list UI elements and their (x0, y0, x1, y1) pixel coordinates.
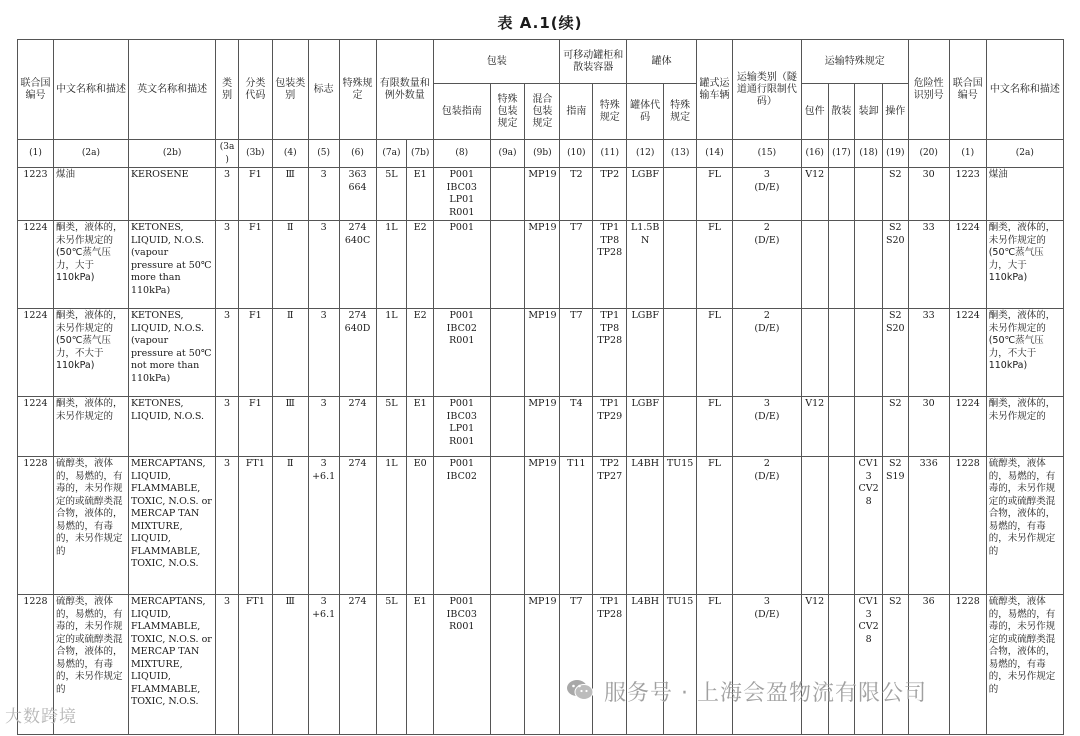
cell-tank-instruction: T4 (560, 397, 593, 457)
cell-chinese-name: 硫醇类，液体的，易燃的，有毒的，未另作规定的或硫醇类混合物，液体的，易燃的，有毒的，未另作规定的 (53, 457, 128, 595)
cell-tank-instruction: T2 (560, 168, 593, 221)
cell-chinese-name: 酮类，液体的，未另作规定的(50℃蒸气压力，不大于110kPa) (53, 309, 128, 397)
cell-classification-code: FT1 (238, 595, 272, 735)
column-number: (15) (733, 140, 802, 168)
cell-classification-code: F1 (238, 168, 272, 221)
header-classification-code: 分类代码 (238, 40, 272, 140)
cell-chinese-name: 煤油 (53, 168, 128, 221)
cell-transport-category: 3 (D/E) (733, 397, 802, 457)
column-number: (18) (855, 140, 883, 168)
cell-transport-category: 2 (D/E) (733, 221, 802, 309)
cell-bulk (828, 168, 855, 221)
cell-english-name: MERCAPTANS, LIQUID, FLAMMABLE, TOXIC, N.O.S. or MERCAP TAN MIXTURE, LIQUID, FLAMMABLE, TOXIC, N.O.S. (128, 457, 215, 595)
header-packages: 包件 (801, 84, 828, 140)
header-tank-special: 特殊规定 (593, 84, 627, 140)
cell-un-number-right: 1224 (949, 221, 986, 309)
cell-transport-category: 3 (D/E) (733, 595, 802, 735)
cell-un-number-right: 1223 (949, 168, 986, 221)
header-hazard-id: 危险性识别号 (908, 40, 949, 140)
cell-operation: S2 S20 (882, 309, 908, 397)
header-transport-category: 运输类别（隧道通行限制代码） (733, 40, 802, 140)
header-packaging: 包装 (434, 40, 560, 84)
cell-tank-special: TP2 TP27 (593, 457, 627, 595)
cell-tank-instruction: T11 (560, 457, 593, 595)
cell-tank-special: TP1 TP29 (593, 397, 627, 457)
cell-tank-instruction: T7 (560, 221, 593, 309)
cell-hazard-id: 36 (908, 595, 949, 735)
column-number-row (18, 140, 1064, 168)
cell-special-packing (490, 457, 525, 595)
cell-class: 3 (216, 457, 239, 595)
header-tank-code: 罐体代码 (627, 84, 664, 140)
cell-hazard-id: 30 (908, 168, 949, 221)
header-portable-tanks: 可移动罐柜和散装容器 (560, 40, 627, 84)
cell-tank-code: LGBF (627, 168, 664, 221)
cell-tank-instruction: T7 (560, 309, 593, 397)
cell-labels: 3 (308, 221, 339, 309)
column-number: (19) (882, 140, 908, 168)
cell-tank-code: LGBF (627, 397, 664, 457)
cell-packing-group: Ⅱ (272, 221, 308, 309)
cell-un-number-right: 1224 (949, 397, 986, 457)
watermark-text: 服务号 · 上海会盈物流有限公司 (604, 681, 927, 706)
cell-limited-quantity: 5L (376, 168, 407, 221)
cell-loading: CV13 CV28 (855, 595, 883, 735)
cell-excepted-quantity: E2 (407, 309, 434, 397)
header-tanks: 罐体 (627, 40, 697, 84)
column-number: (5) (308, 140, 339, 168)
column-number: (10) (560, 140, 593, 168)
cell-un-number: 1223 (18, 168, 54, 221)
table-row (18, 457, 1064, 595)
header-loading: 装卸 (855, 84, 883, 140)
column-number: (7a) (376, 140, 407, 168)
cell-chinese-name: 酮类，液体的，未另作规定的(50℃蒸气压力，大于110kPa) (53, 221, 128, 309)
column-number: (9a) (490, 140, 525, 168)
cell-labels: 3 +6.1 (308, 457, 339, 595)
header-tank-vehicle: 罐式运输车辆 (697, 40, 733, 140)
header-packing-group: 包装类别 (272, 40, 308, 140)
cell-operation: S2 S20 (882, 221, 908, 309)
cell-limited-quantity: 1L (376, 221, 407, 309)
cell-classification-code: F1 (238, 309, 272, 397)
cell-packing-group: Ⅲ (272, 397, 308, 457)
column-number: (11) (593, 140, 627, 168)
cell-tank-code: LGBF (627, 309, 664, 397)
cell-packages (801, 221, 828, 309)
cell-bulk (828, 221, 855, 309)
cell-packing-instructions: P001 IBC02 R001 (434, 309, 491, 397)
cell-tank-code: L4BH (627, 595, 664, 735)
cell-tank-special-provision: TU15 (664, 595, 697, 735)
cell-class: 3 (216, 168, 239, 221)
cell-transport-category: 2 (D/E) (733, 457, 802, 595)
cell-tank-special-provision (664, 397, 697, 457)
cell-classification-code: F1 (238, 221, 272, 309)
cell-special-provisions: 363 664 (339, 168, 376, 221)
cell-operation: S2 (882, 397, 908, 457)
column-number: (2b) (128, 140, 215, 168)
cell-excepted-quantity: E1 (407, 595, 434, 735)
cell-english-name: KEROSENE (128, 168, 215, 221)
cell-chinese-name-right: 酮类，液体的，未另作规定的(50℃蒸气压力，不大于110kPa) (986, 309, 1063, 397)
header-english-name: 英文名称和描述 (128, 40, 215, 140)
cell-special-provisions: 274 (339, 397, 376, 457)
cell-operation: S2 S19 (882, 457, 908, 595)
column-number: (20) (908, 140, 949, 168)
cell-un-number: 1224 (18, 221, 54, 309)
column-number: (6) (339, 140, 376, 168)
cell-tank-special-provision (664, 309, 697, 397)
column-number: (3b) (238, 140, 272, 168)
cell-class: 3 (216, 397, 239, 457)
cell-un-number-right: 1224 (949, 309, 986, 397)
column-number: (3a) (216, 140, 239, 168)
cell-tank-vehicle: FL (697, 457, 733, 595)
cell-bulk (828, 595, 855, 735)
cell-mixed-packing: MP19 (525, 221, 560, 309)
cell-chinese-name: 硫醇类，液体的，易燃的，有毒的，未另作规定的或硫醇类混合物，液体的，易燃的，有毒的，未另作规定的 (53, 595, 128, 735)
column-number: (9b) (525, 140, 560, 168)
column-number: (16) (801, 140, 828, 168)
cell-excepted-quantity: E2 (407, 221, 434, 309)
cell-tank-vehicle: FL (697, 595, 733, 735)
cell-packing-group: Ⅱ (272, 309, 308, 397)
cell-tank-vehicle: FL (697, 309, 733, 397)
cell-loading: CV13 CV28 (855, 457, 883, 595)
cell-packing-instructions: P001 IBC03 R001 (434, 595, 491, 735)
cell-packing-group: Ⅲ (272, 168, 308, 221)
header-un-number-right: 联合国编号 (949, 40, 986, 140)
cell-chinese-name-right: 酮类，液体的，未另作规定的(50℃蒸气压力，大于110kPa) (986, 221, 1063, 309)
cell-tank-code: L1.5BN (627, 221, 664, 309)
cell-labels: 3 +6.1 (308, 595, 339, 735)
header-bulk: 散装 (828, 84, 855, 140)
cell-packing-instructions: P001 IBC02 (434, 457, 491, 595)
cell-mixed-packing: MP19 (525, 168, 560, 221)
column-number: (2a) (53, 140, 128, 168)
cell-packages: V12 (801, 595, 828, 735)
cell-special-packing (490, 168, 525, 221)
table-row (18, 595, 1064, 735)
header-special-provisions: 特殊规定 (339, 40, 376, 140)
cell-tank-vehicle: FL (697, 397, 733, 457)
cell-hazard-id: 33 (908, 221, 949, 309)
cell-un-number: 1224 (18, 309, 54, 397)
cell-hazard-id: 30 (908, 397, 949, 457)
cell-limited-quantity: 5L (376, 397, 407, 457)
cell-packing-instructions: P001 IBC03 LP01 R001 (434, 168, 491, 221)
header-special-packing: 特殊包装规定 (490, 84, 525, 140)
cell-classification-code: FT1 (238, 457, 272, 595)
table-row (18, 221, 1064, 309)
cell-packing-group: Ⅱ (272, 457, 308, 595)
cell-tank-vehicle: FL (697, 168, 733, 221)
cell-packages: V12 (801, 168, 828, 221)
cell-excepted-quantity: E0 (407, 457, 434, 595)
cell-un-number: 1224 (18, 397, 54, 457)
cell-chinese-name: 酮类，液体的，未另作规定的 (53, 397, 128, 457)
cell-tank-vehicle: FL (697, 221, 733, 309)
header-chinese-name-right: 中文名称和描述 (986, 40, 1063, 140)
column-number: (7b) (407, 140, 434, 168)
column-number: (8) (434, 140, 491, 168)
cell-packing-instructions: P001 (434, 221, 491, 309)
cell-english-name: MERCAPTANS, LIQUID, FLAMMABLE, TOXIC, N.O.S. or MERCAP TAN MIXTURE, LIQUID, FLAMMABLE, TOXIC, N.O.S. (128, 595, 215, 735)
cell-transport-category: 3 (D/E) (733, 168, 802, 221)
cell-special-provisions: 274 640D (339, 309, 376, 397)
cell-un-number-right: 1228 (949, 595, 986, 735)
cell-labels: 3 (308, 309, 339, 397)
cell-chinese-name-right: 酮类，液体的，未另作规定的 (986, 397, 1063, 457)
header-operation: 操作 (882, 84, 908, 140)
column-number: (1) (949, 140, 986, 168)
cell-special-provisions: 274 (339, 457, 376, 595)
cell-excepted-quantity: E1 (407, 168, 434, 221)
cell-special-provisions: 274 640C (339, 221, 376, 309)
cell-tank-code: L4BH (627, 457, 664, 595)
header-un-number: 联合国编号 (18, 40, 54, 140)
cell-chinese-name-right: 煤油 (986, 168, 1063, 221)
header-tank-special-provisions: 特殊规定 (664, 84, 697, 140)
cell-tank-special-provision: TU15 (664, 457, 697, 595)
cell-packing-group: Ⅲ (272, 595, 308, 735)
cell-limited-quantity: 1L (376, 457, 407, 595)
cell-tank-special: TP1 TP8 TP28 (593, 309, 627, 397)
cell-mixed-packing: MP19 (525, 457, 560, 595)
header-chinese-name: 中文名称和描述 (53, 40, 128, 140)
wechat-icon (566, 679, 594, 701)
cell-loading (855, 309, 883, 397)
header-special-transport: 运输特殊规定 (801, 40, 908, 84)
cell-mixed-packing: MP19 (525, 397, 560, 457)
header-class: 类别 (216, 40, 239, 140)
cell-special-packing (490, 309, 525, 397)
table-row (18, 397, 1064, 457)
cell-hazard-id: 336 (908, 457, 949, 595)
dangerous-goods-table (17, 39, 1064, 735)
cell-limited-quantity: 1L (376, 309, 407, 397)
header-labels: 标志 (308, 40, 339, 140)
cell-hazard-id: 33 (908, 309, 949, 397)
cell-loading (855, 168, 883, 221)
cell-un-number: 1228 (18, 457, 54, 595)
column-number: (13) (664, 140, 697, 168)
cell-class: 3 (216, 309, 239, 397)
header-limited-quantities: 有限数量和例外数量 (376, 40, 434, 140)
cell-loading (855, 221, 883, 309)
cell-operation: S2 (882, 168, 908, 221)
header-mixed-packing: 混合包装规定 (525, 84, 560, 140)
cell-loading (855, 397, 883, 457)
cell-tank-special: TP1 TP28 (593, 595, 627, 735)
cell-english-name: KETONES, LIQUID, N.O.S. (128, 397, 215, 457)
cell-operation: S2 (882, 595, 908, 735)
cell-special-packing (490, 397, 525, 457)
cell-tank-special-provision (664, 168, 697, 221)
cell-packing-instructions: P001 IBC03 LP01 R001 (434, 397, 491, 457)
cell-english-name: KETONES, LIQUID, N.O.S. (vapour pressure at 50℃ more than 110kPa) (128, 221, 215, 309)
cell-class: 3 (216, 221, 239, 309)
cell-labels: 3 (308, 168, 339, 221)
cell-bulk (828, 397, 855, 457)
cell-special-provisions: 274 (339, 595, 376, 735)
cell-packages (801, 309, 828, 397)
cell-bulk (828, 457, 855, 595)
table-row (18, 309, 1064, 397)
cell-tank-special: TP1 TP8 TP28 (593, 221, 627, 309)
cell-english-name: KETONES, LIQUID, N.O.S. (vapour pressure at 50℃ not more than 110kPa) (128, 309, 215, 397)
cell-mixed-packing: MP19 (525, 595, 560, 735)
header-tank-instructions: 指南 (560, 84, 593, 140)
cell-special-packing (490, 221, 525, 309)
cell-tank-special: TP2 (593, 168, 627, 221)
cell-un-number-right: 1228 (949, 457, 986, 595)
cell-bulk (828, 309, 855, 397)
cell-packages (801, 457, 828, 595)
column-number: (1) (18, 140, 54, 168)
column-number: (12) (627, 140, 664, 168)
cell-class: 3 (216, 595, 239, 735)
cell-special-packing (490, 595, 525, 735)
column-number: (2a) (986, 140, 1063, 168)
cell-mixed-packing: MP19 (525, 309, 560, 397)
table-row (18, 168, 1064, 221)
cell-classification-code: F1 (238, 397, 272, 457)
cell-un-number: 1228 (18, 595, 54, 735)
cell-packages: V12 (801, 397, 828, 457)
column-number: (14) (697, 140, 733, 168)
column-number: (4) (272, 140, 308, 168)
cell-tank-special-provision (664, 221, 697, 309)
cell-transport-category: 2 (D/E) (733, 309, 802, 397)
cell-chinese-name-right: 硫醇类，液体的，易燃的，有毒的，未另作规定的或硫醇类混合物，液体的，易燃的，有毒的，未另作规定的 (986, 595, 1063, 735)
cell-labels: 3 (308, 397, 339, 457)
column-number: (17) (828, 140, 855, 168)
cell-tank-instruction: T7 (560, 595, 593, 735)
cell-excepted-quantity: E1 (407, 397, 434, 457)
brand-logo: 大数跨境 (5, 707, 77, 727)
cell-limited-quantity: 5L (376, 595, 407, 735)
table-title: 表 A.1(续) (497, 14, 583, 32)
header-packing-instructions: 包装指南 (434, 84, 491, 140)
cell-chinese-name-right: 硫醇类，液体的，易燃的，有毒的，未另作规定的或硫醇类混合物，液体的，易燃的，有毒的，未另作规定的 (986, 457, 1063, 595)
